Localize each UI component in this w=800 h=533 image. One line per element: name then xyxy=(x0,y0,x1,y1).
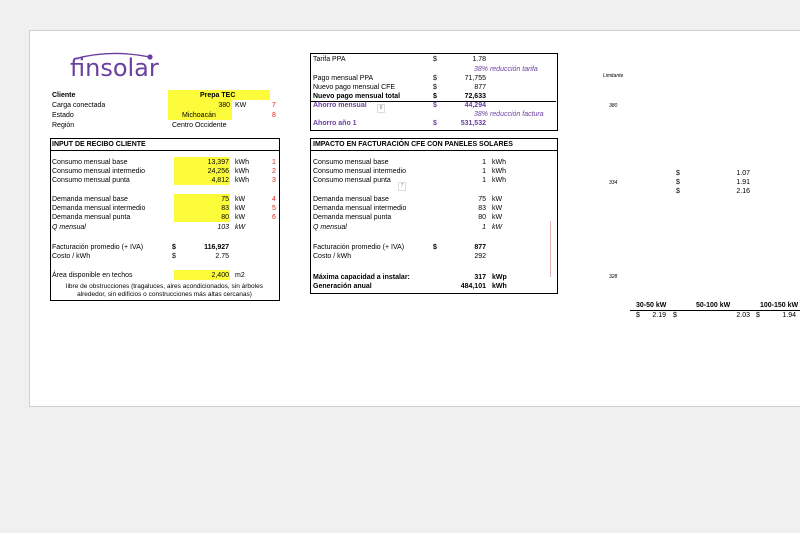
impact-q-label: Q mensual xyxy=(313,224,347,231)
tier-currency-3: $ xyxy=(756,312,760,319)
side-value-380: 380 xyxy=(609,103,618,109)
input-consumo-base-label: Consumo mensual base xyxy=(52,159,128,166)
input-consumo-base-value[interactable]: 13,397 xyxy=(207,159,229,166)
pago-ppa-value: 71,755 xyxy=(464,75,486,82)
impact-generacion-value: 484,101 xyxy=(460,283,486,290)
impact-consumo-punta-value: 1 xyxy=(482,177,486,184)
impact-facturacion-value: 877 xyxy=(474,244,486,251)
carga-value[interactable]: 380 xyxy=(218,102,230,109)
impact-demanda-base-value: 75 xyxy=(478,196,486,203)
side-row2-value: 1.91 xyxy=(736,179,750,186)
impact-q-value: 1 xyxy=(482,224,486,231)
pago-ppa-label: Pago mensual PPA xyxy=(313,75,374,82)
impact-consumo-intermedio-label: Consumo mensual intermedio xyxy=(313,168,406,175)
impact-demanda-base-label: Demanda mensual base xyxy=(313,196,389,203)
input-demanda-base-unit: kW xyxy=(235,196,246,203)
estado-label: Estado xyxy=(52,112,74,119)
input-area-unit: m2 xyxy=(235,272,245,279)
nuevo-cfe-currency: $ xyxy=(433,84,437,91)
tier-currency-2: $ xyxy=(673,312,677,319)
side-row3-currency: $ xyxy=(676,188,680,195)
ahorro-anio-value: 531,532 xyxy=(460,120,486,127)
impact-max-capacidad-value: 317 xyxy=(474,274,486,281)
side-row1-currency: $ xyxy=(676,170,680,177)
input-facturacion-value: 116,927 xyxy=(204,244,229,251)
impact-facturacion-label: Facturación promedio (+ IVA) xyxy=(313,244,405,251)
input-title: INPUT DE RECIBO CLIENTE xyxy=(52,141,146,148)
reduccion-tarifa: 38% reducción tarifa xyxy=(474,66,538,73)
ahorro-mensual-value: 44,294 xyxy=(464,102,486,109)
finsolar-logo xyxy=(70,45,160,82)
input-consumo-intermedio-ref: 2 xyxy=(272,168,276,175)
impact-consumo-punta-unit: kWh xyxy=(492,177,506,184)
impact-demanda-intermedio-unit: kW xyxy=(492,205,503,212)
tier-price-100-150: 1.94 xyxy=(782,312,796,319)
input-demanda-punta-label: Demanda mensual punta xyxy=(52,214,131,221)
impact-max-capacidad-unit: kWp xyxy=(492,274,507,281)
impact-max-capacidad-label: Máxima capacidad a instalar: xyxy=(313,274,410,281)
input-consumo-intermedio-label: Consumo mensual intermedio xyxy=(52,168,145,175)
comment-note[interactable]: 8 xyxy=(377,104,385,113)
region-value: Centro Occidente xyxy=(172,122,227,129)
impact-consumo-base-label: Consumo mensual base xyxy=(313,159,389,166)
input-consumo-punta-value[interactable]: 4,812 xyxy=(211,177,229,184)
input-consumo-base-ref: 1 xyxy=(272,159,276,166)
impact-consumo-intermedio-unit: kWh xyxy=(492,168,506,175)
tier-price-30-50: 2.19 xyxy=(652,312,666,319)
input-area-note-2: alrededor, sin edificios o construcciones más altas cercanas) xyxy=(77,291,252,298)
side-row2-currency: $ xyxy=(676,179,680,186)
impact-demanda-base-unit: kW xyxy=(492,196,503,203)
carga-unit: KW xyxy=(235,102,247,109)
tier-currency-1: $ xyxy=(636,312,640,319)
impact-demanda-intermedio-label: Demanda mensual intermedio xyxy=(313,205,407,212)
spreadsheet-sheet xyxy=(29,30,800,407)
input-demanda-punta-ref: 6 xyxy=(272,214,276,221)
tarifa-value: 1.78 xyxy=(472,56,486,63)
input-demanda-intermedio-label: Demanda mensual intermedio xyxy=(52,205,146,212)
comment-note[interactable]: 7 xyxy=(398,182,406,191)
reduccion-factura: 38% reducción factura xyxy=(474,111,544,118)
limitante-label: Limitante xyxy=(603,73,624,79)
tarifa-currency: $ xyxy=(433,56,437,63)
side-value-334: 334 xyxy=(609,180,618,186)
pago-ppa-currency: $ xyxy=(433,75,437,82)
input-consumo-intermedio-value[interactable]: 24,256 xyxy=(207,168,229,175)
impact-costo-label: Costo / kWh xyxy=(313,253,352,260)
input-area-value[interactable]: 2,400 xyxy=(211,272,229,279)
logo-text: finsolar xyxy=(70,54,159,82)
nuevo-cfe-value: 877 xyxy=(474,84,486,91)
input-consumo-base-unit: kWh xyxy=(235,159,249,166)
carga-label: Carga conectada xyxy=(52,102,106,109)
input-area-label: Área disponible en techos xyxy=(52,272,133,279)
impact-demanda-punta-unit: kW xyxy=(492,214,503,221)
impact-consumo-base-value: 1 xyxy=(482,159,486,166)
cliente-label: Cliente xyxy=(52,92,76,99)
input-q-label: Q mensual xyxy=(52,224,86,231)
input-q-value: 103 xyxy=(217,224,229,231)
tier-header-50-100: 50-100 kW xyxy=(696,302,731,309)
impact-generacion-unit: kWh xyxy=(492,283,507,290)
input-consumo-punta-ref: 3 xyxy=(272,177,276,184)
side-row1-value: 1.07 xyxy=(736,170,750,177)
input-demanda-intermedio-unit: kW xyxy=(235,205,246,212)
input-demanda-intermedio-ref: 5 xyxy=(272,205,276,212)
input-consumo-intermedio-unit: kWh xyxy=(235,168,249,175)
impact-consumo-base-unit: kWh xyxy=(492,159,506,166)
estado-ref: 8 xyxy=(272,112,276,119)
nuevo-total-label: Nuevo pago mensual total xyxy=(313,93,401,100)
carga-ref: 7 xyxy=(272,102,276,109)
impact-consumo-punta-label: Consumo mensual punta xyxy=(313,177,391,184)
impact-demanda-punta-value: 80 xyxy=(478,214,486,221)
region-label: Región xyxy=(52,122,75,129)
impact-facturacion-currency: $ xyxy=(433,244,437,251)
input-q-unit: kW xyxy=(235,224,246,231)
input-costo-value: 2.75 xyxy=(215,253,229,260)
cliente-value[interactable]: Prepa TEC xyxy=(200,92,236,99)
input-demanda-base-ref: 4 xyxy=(272,196,276,203)
nuevo-cfe-label: Nuevo pago mensual CFE xyxy=(313,84,396,91)
impact-title: IMPACTO EN FACTURACIÓN CFE CON PANELES SOLARES xyxy=(313,141,513,148)
input-costo-currency: $ xyxy=(172,253,176,260)
ahorro-anio-currency: $ xyxy=(433,120,437,127)
tarifa-label: Tarifa PPA xyxy=(313,56,346,63)
input-consumo-punta-label: Consumo mensual punta xyxy=(52,177,130,184)
tier-header-100-150: 100-150 kW xyxy=(760,302,799,309)
input-demanda-intermedio-value[interactable]: 83 xyxy=(221,205,229,212)
impact-generacion-label: Generación anual xyxy=(313,283,372,290)
input-demanda-base-label: Demanda mensual base xyxy=(52,196,128,203)
input-demanda-punta-value[interactable]: 80 xyxy=(221,214,229,221)
input-demanda-punta-unit: kW xyxy=(235,214,246,221)
input-facturacion-label: Facturación promedio (+ IVA) xyxy=(52,244,144,251)
side-value-328: 328 xyxy=(609,274,618,280)
nuevo-total-currency: $ xyxy=(433,93,437,100)
impact-q-unit: kW xyxy=(492,224,503,231)
input-costo-label: Costo / kWh xyxy=(52,253,91,260)
tier-price-50-100: 2.03 xyxy=(736,312,750,319)
side-row3-value: 2.16 xyxy=(736,188,750,195)
impact-demanda-punta-label: Demanda mensual punta xyxy=(313,214,392,221)
nuevo-total-value: 72,633 xyxy=(464,93,486,100)
impact-demanda-intermedio-value: 83 xyxy=(478,205,486,212)
ahorro-mensual-label: Ahorro mensual xyxy=(313,102,367,109)
impact-costo-value: 292 xyxy=(474,253,486,260)
estado-value[interactable]: Michoacán xyxy=(182,112,216,119)
input-consumo-punta-unit: kWh xyxy=(235,177,249,184)
impact-consumo-intermedio-value: 1 xyxy=(482,168,486,175)
input-facturacion-currency: $ xyxy=(172,244,176,251)
ahorro-anio-label: Ahorro año 1 xyxy=(313,120,357,127)
ahorro-mensual-currency: $ xyxy=(433,102,437,109)
input-demanda-base-value[interactable]: 75 xyxy=(221,196,229,203)
tier-header-30-50: 30-50 kW xyxy=(636,302,667,309)
comment-markers xyxy=(550,221,557,277)
input-area-note-1: libre de obstrucciones (tragaluces, aires acondicionados, sin árboles xyxy=(66,283,263,290)
